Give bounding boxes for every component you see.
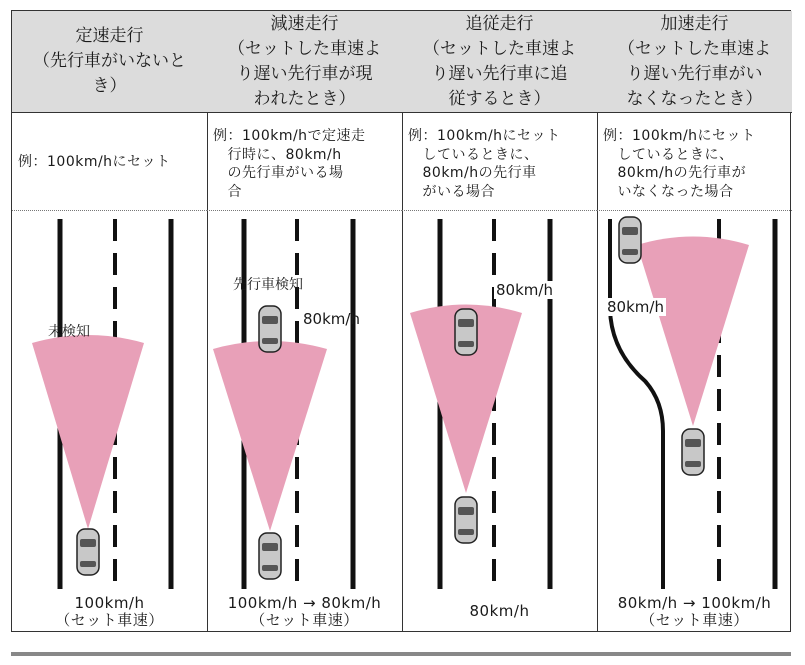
header-title: 追従走行 （セットした車速よ り遅い先行車に追 従するとき） <box>423 13 576 109</box>
header-cell <box>207 11 402 113</box>
example-cell <box>402 113 597 211</box>
lead-car-speed-label: 80km/h <box>303 310 360 328</box>
acc-modes-table <box>11 10 791 632</box>
header-cell <box>12 11 207 113</box>
own-car <box>259 533 281 579</box>
road-diagram <box>597 211 792 633</box>
example-cell <box>597 113 792 211</box>
road-diagram <box>402 211 597 633</box>
header-cell <box>597 11 792 113</box>
speed-readout: 80km/h → 100km/h （セット車速） <box>617 594 772 629</box>
sensor-range <box>637 237 749 427</box>
own-car <box>77 529 99 575</box>
example-text: 例：100km/hにセット しているときに、 80km/hの先行車 がいる場合 <box>408 128 561 200</box>
speed-readout: 100km/h → 80km/h （セット車速） <box>227 594 382 629</box>
sensor-status-label: 先行車検知 <box>233 277 303 293</box>
header-title: 定速走行 （先行車がいないと き） <box>33 26 186 96</box>
column-deceleration <box>207 11 402 631</box>
sensor-range <box>213 341 327 531</box>
road-scene <box>597 211 792 633</box>
road-scene <box>12 211 207 633</box>
column-constant-speed <box>12 11 207 631</box>
speed-readout: 100km/h （セット車速） <box>55 594 164 629</box>
own-car <box>682 429 704 475</box>
header-title: 加速走行 （セットした車速よ り遅い先行車がい なくなったとき） <box>618 13 771 109</box>
road-diagram <box>12 211 207 633</box>
speed-readout: 80km/h <box>469 602 530 620</box>
departing-car-speed-label: 80km/h <box>607 298 664 316</box>
own-car <box>455 497 477 543</box>
lead-car <box>455 309 477 355</box>
header-title: 減速走行 （セットした車速よ り遅い先行車が現 われたとき） <box>228 13 381 109</box>
example-text: 例：100km/hにセット <box>18 154 171 170</box>
departing-car <box>619 217 641 263</box>
header-cell <box>402 11 597 113</box>
lead-car <box>259 306 281 352</box>
road-scene <box>402 211 597 633</box>
example-text: 例：100km/hで定速走 行時に、80km/h の先行車がいる場 合 <box>213 128 366 200</box>
lead-car-speed-label: 80km/h <box>496 281 553 299</box>
road-scene <box>207 211 402 633</box>
example-cell <box>12 113 207 211</box>
sensor-status-label: 未検知 <box>48 324 90 340</box>
sensor-range <box>32 335 144 529</box>
example-cell <box>207 113 402 211</box>
column-following <box>402 11 597 631</box>
column-acceleration <box>597 11 792 631</box>
bottom-rule <box>11 652 791 656</box>
example-text: 例：100km/hにセット しているときに、 80km/hの先行車が いなくなった場合 <box>603 128 756 200</box>
